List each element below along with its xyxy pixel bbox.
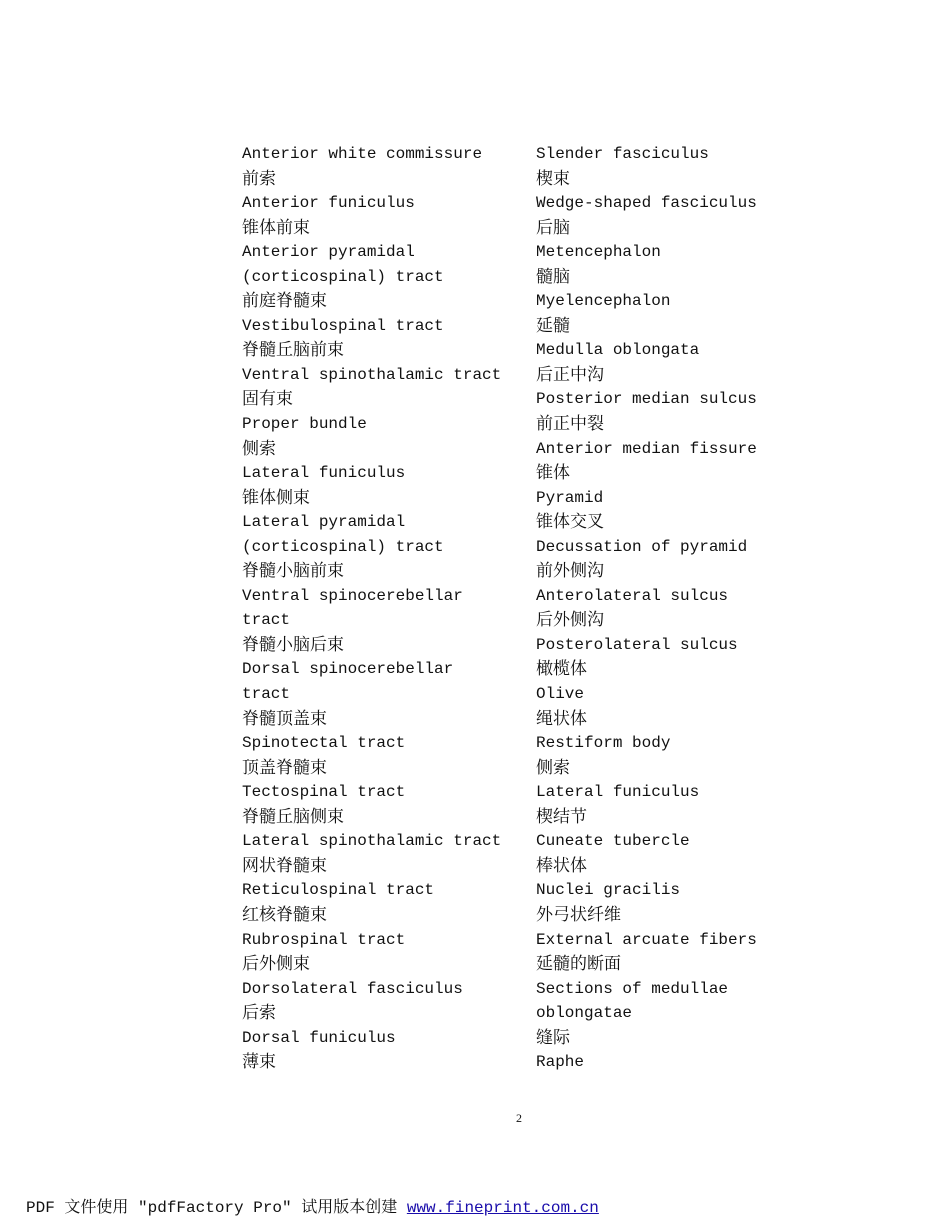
left-column-line: 脊髓小脑后束 — [242, 634, 344, 655]
right-column-line: Posterior median sulcus — [536, 390, 757, 409]
right-column-line: Lateral funiculus — [536, 783, 700, 802]
right-column-line: Olive — [536, 685, 585, 704]
left-column-line: Dorsolateral fasciculus — [242, 979, 463, 998]
left-column-line: Anterior white commissure — [242, 145, 483, 163]
left-column-line: Dorsal funiculus — [242, 1028, 396, 1047]
right-column-line: 棒状体 — [536, 855, 587, 876]
right-column-line: 锥体 — [536, 463, 570, 484]
left-column-line: tract — [242, 611, 291, 630]
left-column-line: Dorsal spinocerebellar — [242, 660, 454, 679]
right-column-line: 后正中沟 — [536, 364, 604, 385]
left-column-line: Proper bundle — [242, 415, 367, 434]
left-column-line: tract — [242, 685, 291, 704]
right-column-line: 楔结节 — [536, 806, 587, 827]
left-column-line: Reticulospinal tract — [242, 881, 435, 900]
left-column-line: 脊髓小脑前束 — [242, 561, 344, 582]
right-column-line: 前正中裂 — [536, 414, 604, 435]
right-column-line: Medulla oblongata — [536, 341, 700, 360]
right-column-line: Wedge-shaped fasciculus — [536, 194, 757, 213]
left-column-line: Anterior funiculus — [242, 194, 415, 213]
left-column-line: Lateral pyramidal — [242, 513, 406, 532]
left-column-line: 脊髓顶盖束 — [242, 708, 327, 729]
left-column-line: 前庭脊髓束 — [242, 291, 327, 312]
footer — [26, 1194, 599, 1217]
left-column-line: 后外侧束 — [242, 954, 310, 975]
right-column-line: Decussation of pyramid — [536, 537, 748, 556]
footer-link[interactable]: www.fineprint.com.cn — [406, 1199, 599, 1217]
right-column-line: 绳状体 — [536, 708, 587, 729]
left-column-line: Spinotectal tract — [242, 734, 406, 753]
left-column-line: Lateral spinothalamic tract — [242, 832, 502, 851]
right-column-line: Myelencephalon — [536, 292, 671, 311]
right-term-column — [536, 142, 826, 1075]
right-column-line: 锥体交叉 — [536, 512, 604, 533]
left-column-line: (corticospinal) tract — [242, 267, 444, 286]
right-column-line: Nuclei gracilis — [536, 881, 681, 900]
right-column-line: Cuneate tubercle — [536, 832, 690, 851]
right-column-line: 前外侧沟 — [536, 561, 604, 582]
left-column-line: 侧索 — [242, 438, 276, 459]
right-column-line: Raphe — [536, 1053, 585, 1072]
right-column-line: 外弓状纤维 — [536, 904, 621, 925]
left-column-line: 锥体侧束 — [242, 487, 310, 508]
right-column-line: 延髓的断面 — [536, 954, 621, 975]
right-column-line: 楔束 — [536, 168, 570, 189]
left-column-line: Ventral spinothalamic tract — [242, 365, 502, 384]
right-column-line: Anterior median fissure — [536, 439, 757, 458]
left-column-line: Rubrospinal tract — [242, 930, 406, 949]
right-column-line: Posterolateral sulcus — [536, 635, 738, 654]
left-column-line: (corticospinal) tract — [242, 537, 444, 556]
left-column-line: Vestibulospinal tract — [242, 316, 444, 335]
right-column-line: Sections of medullae — [536, 979, 729, 998]
right-column-line: External arcuate fibers — [536, 930, 757, 949]
footer-text: PDF 文件使用 "pdfFactory Pro" 试用版本创建 — [26, 1199, 407, 1217]
left-column-line: 顶盖脊髓束 — [242, 757, 327, 778]
left-column-line: 后索 — [242, 1003, 276, 1024]
left-column-line: Lateral funiculus — [242, 464, 406, 483]
left-term-column — [242, 142, 527, 1075]
right-column-line: 髓脑 — [536, 266, 570, 287]
page-number: 2 — [516, 1111, 522, 1125]
left-column-line: 网状脊髓束 — [242, 855, 327, 876]
left-column-line: 红核脊髓束 — [242, 904, 327, 925]
left-column-line: 锥体前束 — [242, 217, 310, 238]
right-column-line: Restiform body — [536, 734, 671, 753]
right-column-line: Metencephalon — [536, 243, 661, 262]
left-column-line: 薄束 — [242, 1052, 276, 1073]
left-column-line: 脊髓丘脑侧束 — [242, 806, 344, 827]
right-column-line: 后外侧沟 — [536, 610, 604, 631]
right-column-line: 缝际 — [536, 1027, 570, 1048]
left-column-line: Ventral spinocerebellar — [242, 586, 463, 605]
right-column-line: Pyramid — [536, 488, 604, 507]
left-column-line: Anterior pyramidal — [242, 243, 415, 262]
right-column-line: 后脑 — [536, 217, 570, 238]
right-column-line: 延髓 — [536, 315, 570, 336]
right-column-line: 侧索 — [536, 757, 570, 778]
left-column-line: Tectospinal tract — [242, 783, 406, 802]
right-column-line: oblongatae — [536, 1004, 633, 1023]
right-column-line: 橄榄体 — [536, 659, 587, 680]
left-column-line: 前索 — [242, 168, 276, 189]
left-column-line: 脊髓丘脑前束 — [242, 340, 344, 361]
right-column-line: Slender fasciculus — [536, 145, 709, 163]
right-column-line: Anterolateral sulcus — [536, 586, 729, 605]
left-column-line: 固有束 — [242, 389, 293, 410]
